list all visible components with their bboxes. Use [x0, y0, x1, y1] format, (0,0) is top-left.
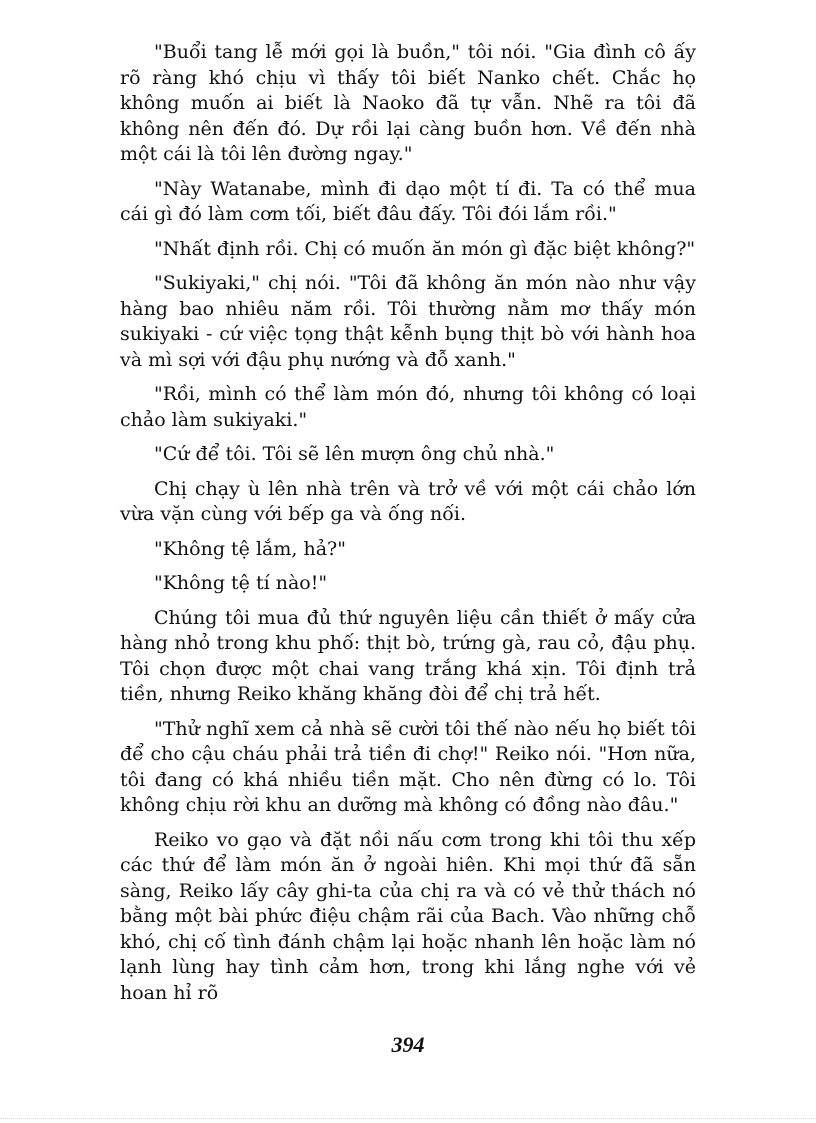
- paragraph-2: "Này Watanabe, mình đi dạo một tí đi. Ta có thể mua cái gì đó làm cơm tối, biết đâu đấy. Tôi đói lắm rồi.": [120, 177, 696, 225]
- paragraph-6: "Cứ để tôi. Tôi sẽ lên mượn ông chủ nhà.": [154, 443, 555, 465]
- page-number: 394: [391, 1032, 425, 1057]
- paragraph-1: "Buổi tang lễ mới gọi là buồn," tôi nói. "Gia đình cô ấy rõ ràng khó chịu vì thấy tôi biết Nanko chết. Chắc họ không muốn ai biết là Naoko đã tự vẫn. Nhẽ ra tôi đã không nên đến đó. Dự rồi lại càng buồn hơn. Về đến nhà một cái là tôi lên đường ngay.": [120, 41, 696, 165]
- paragraph-12: Reiko vo gạo và đặt nồi nấu cơm trong khi tôi thu xếp các thứ để làm món ăn ở ngoài hiên. Khi mọi thứ đã sẵn sàng, Reiko lấy cây ghi-ta của chị ra và có vẻ thử thách nó bằng một bài phức điệu chậm rãi của Bach. Vào những chỗ khó, chị cố tình đánh chậm lại hoặc nhanh lên hoặc làm nó lạnh lùng hay tình cảm hơn, trong khi lắng nghe với vẻ hoan hỉ rõ: [120, 828, 696, 1004]
- paragraph-8: "Không tệ lắm, hả?": [154, 537, 346, 560]
- paragraph-7: Chị chạy ù lên nhà trên và trở về với một cái chảo lớn vừa vặn cùng với bếp ga và ống nối.: [120, 477, 696, 525]
- paragraph-9: "Không tệ tí nào!": [154, 572, 328, 594]
- paragraph-3: "Nhất định rồi. Chị có muốn ăn món gì đặc biệt không?": [154, 237, 696, 260]
- paragraph-4: "Sukiyaki," chị nói. "Tôi đã không ăn món nào như vậy hàng bao nhiêu năm rồi. Tôi thường nằm mơ thấy món sukiyaki - cứ việc tọng thật kễnh bụng thịt bò với hành hoa và mì sợi với đậu phụ nướng và đỗ xanh.": [120, 272, 696, 371]
- page-bottom-divider: [0, 1118, 816, 1119]
- paragraph-10: Chúng tôi mua đủ thứ nguyên liệu cần thiết ở mấy cửa hàng nhỏ trong khu phố: thịt bò, trứng gà, rau cỏ, đậu phụ. Tôi chọn được một chai vang trắng khá xịn. Tôi định trả tiền, nhưng Reiko khăng khăng đòi để chị trả hết.: [120, 606, 696, 705]
- paragraph-11: "Thử nghĩ xem cả nhà sẽ cười tôi thế nào nếu họ biết tôi để cho cậu cháu phải trả tiền đi chợ!" Reiko nói. "Hơn nữa, tôi đang có khá nhiều tiền mặt. Cho nên đừng có lo. Tôi không chịu rời khu an dưỡng mà không có đồng nào đâu.": [120, 717, 696, 816]
- body-text: [120, 40, 696, 1015]
- paragraph-5: "Rồi, mình có thể làm món đó, nhưng tôi không có loại chảo làm sukiyaki.": [120, 383, 696, 431]
